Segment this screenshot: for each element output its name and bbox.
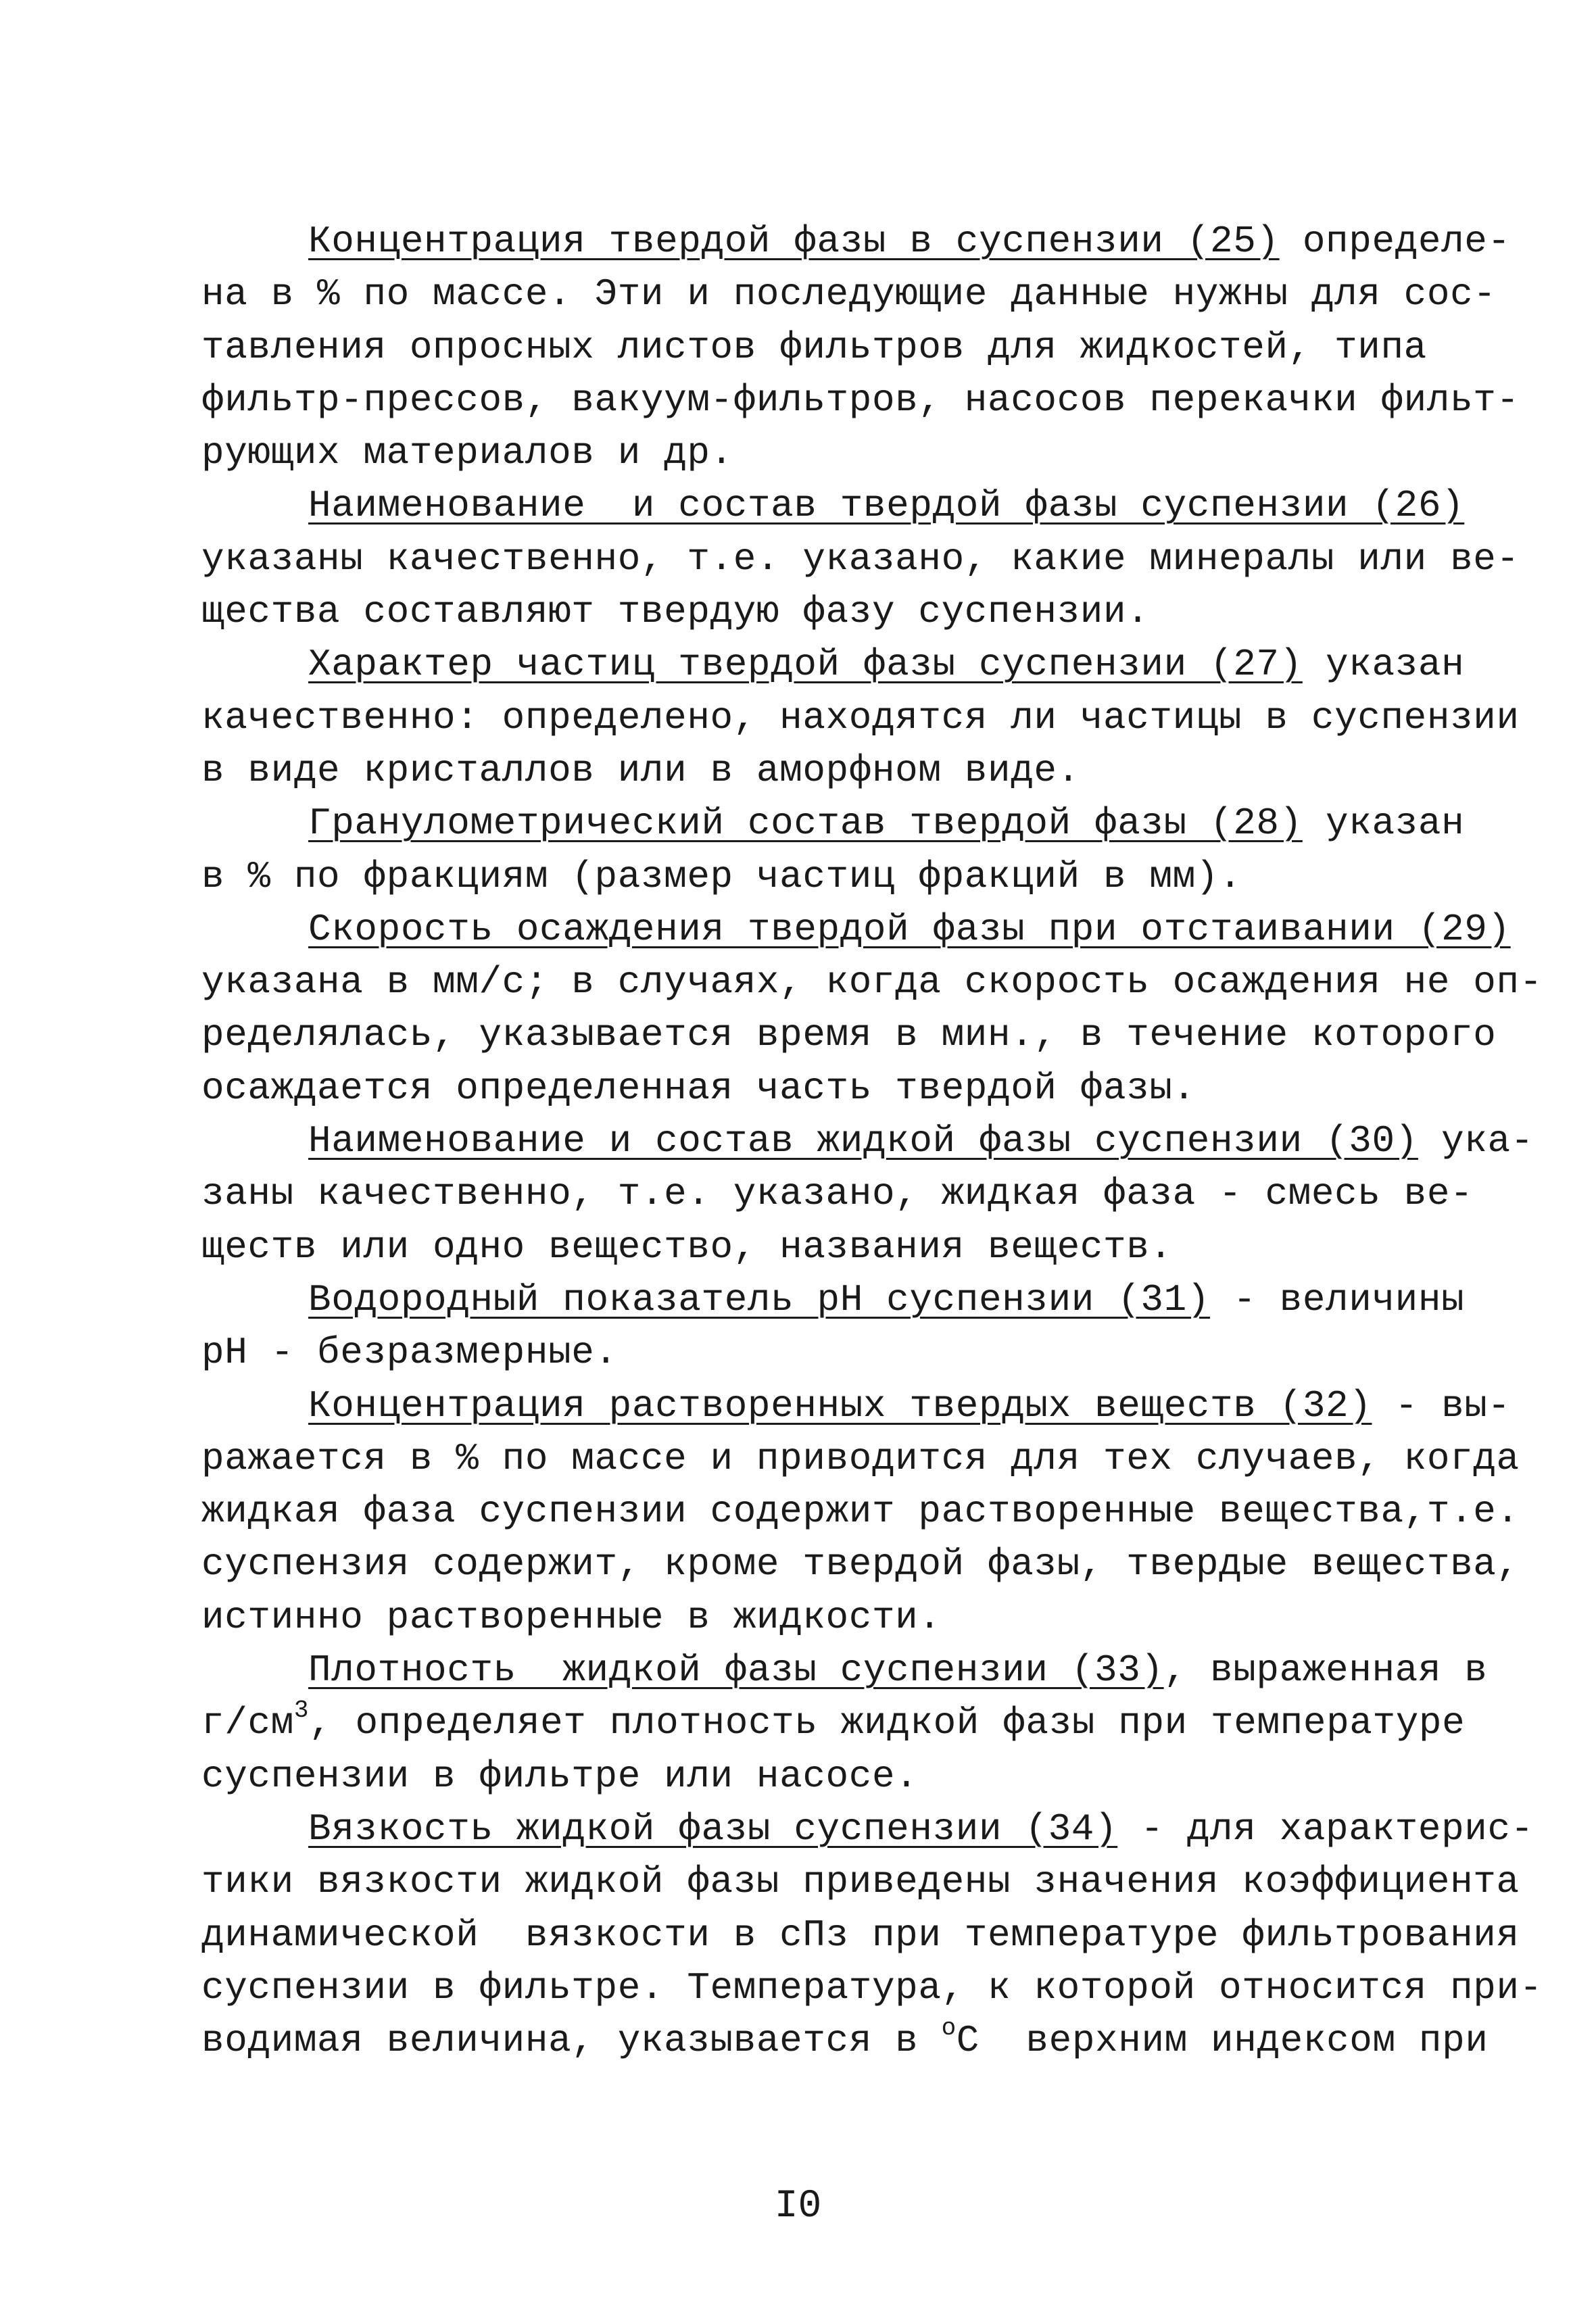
body-text: [201, 215, 1543, 2067]
paragraph-line: рН - безразмерные.: [201, 1331, 618, 1375]
term-heading: Водородный показатель рН суспензии (31): [308, 1277, 1211, 1321]
paragraph-text: ука-: [1418, 1119, 1534, 1163]
paragraph-line: динамической вязкости в сПз при температуре фильтрования: [201, 1913, 1520, 1957]
paragraph-text: - для характерис-: [1117, 1807, 1534, 1851]
paragraph-line: истинно растворенные в жидкости.: [201, 1595, 942, 1639]
paragraph-line: суспензии в фильтре или насосе.: [201, 1754, 919, 1798]
term-heading: Характер частиц твердой фазы суспензии (27): [308, 643, 1303, 687]
paragraph-line: в виде кристаллов или в аморфном виде.: [201, 748, 1080, 792]
term-heading: Гранулометрический состав твердой фазы (28): [308, 802, 1303, 846]
paragraph-line: [201, 2014, 1489, 2067]
paragraph-particle-character: [201, 638, 1520, 797]
paragraph-line: фильтр-прессов, вакуум-фильтров, насосов перекачки фильт-: [201, 378, 1520, 422]
page-number: I0: [774, 2185, 822, 2228]
paragraph-line: заны качественно, т.е. указано, жидкая фаза - смесь ве-: [201, 1172, 1474, 1216]
paragraph-line: качественно: определено, находятся ли частицы в суспензии: [201, 696, 1520, 739]
paragraph-liquid-viscosity: [201, 1803, 1543, 2067]
paragraph-text: указан: [1302, 802, 1465, 846]
superscript: о: [941, 2014, 957, 2043]
paragraph-text: , выраженная в: [1163, 1649, 1488, 1692]
paragraph-line: суспензия содержит, кроме твердой фазы, твердые вещества,: [201, 1542, 1520, 1586]
paragraph-text: определе-: [1279, 220, 1511, 263]
paragraph-line: тики вязкости жидкой фазы приведены значения коэффициента: [201, 1860, 1520, 1904]
paragraph-dissolved-solids: [201, 1380, 1520, 1644]
term-heading: Концентрация растворенных твердых веществ (32): [308, 1384, 1372, 1428]
paragraph-line: указаны качественно, т.е. указано, какие минералы или ве-: [201, 537, 1520, 581]
paragraph-line: тавления опросных листов фильтров для жидкостей, типа: [201, 325, 1427, 369]
paragraph-text: С верхним индексом при: [956, 2019, 1489, 2063]
paragraph-line: [201, 1697, 1466, 1749]
paragraph-solid-composition: [201, 479, 1520, 638]
paragraph-ph: [201, 1273, 1465, 1380]
paragraph-line: рующих материалов и др.: [201, 431, 733, 475]
term-heading: Концентрация твердой фазы в суспензии (25): [308, 220, 1280, 263]
paragraph-line: ражается в % по массе и приводится для тех случаев, когда: [201, 1436, 1520, 1480]
paragraph-line: ределялась, указывается время в мин., в течение которого: [201, 1013, 1497, 1057]
paragraph-line: в % по фракциям (размер частиц фракций в мм).: [201, 854, 1242, 898]
paragraph-granulometric: [201, 797, 1465, 903]
term-heading: Плотность жидкой фазы суспензии (33): [308, 1649, 1164, 1692]
paragraph-liquid-composition: [201, 1115, 1534, 1273]
paragraph-solid-concentration: [201, 215, 1520, 479]
paragraph-text: - величины: [1210, 1277, 1465, 1321]
paragraph-line: осаждается определенная часть твердой фазы.: [201, 1066, 1196, 1110]
paragraph-line: суспензии в фильтре. Температура, к которой относится при-: [201, 1966, 1543, 2009]
term-heading: Наименование и состав твердой фазы суспензии (26): [308, 484, 1465, 528]
term-heading: Вязкость жидкой фазы суспензии (34): [308, 1807, 1118, 1851]
term-heading: Наименование и состав жидкой фазы суспензии (30): [308, 1119, 1418, 1163]
paragraph-text: указан: [1302, 643, 1465, 687]
paragraph-line: ществ или одно вещество, названия веществ.: [201, 1225, 1173, 1269]
paragraph-text: , определяет плотность жидкой фазы при температуре: [309, 1701, 1466, 1745]
paragraph-settling-rate: [201, 903, 1543, 1115]
paragraph-line: указана в мм/с; в случаях, когда скорость осаждения не оп-: [201, 960, 1543, 1004]
paragraph-line: на в % по массе. Эти и последующие данные нужны для сос-: [201, 272, 1497, 316]
paragraph-liquid-density: [201, 1644, 1488, 1803]
paragraph-text: - вы-: [1372, 1384, 1511, 1428]
paragraph-text: водимая величина, указывается в: [201, 2019, 942, 2063]
unit-text: г/см: [201, 1701, 294, 1745]
paragraph-line: щества составляют твердую фазу суспензии.: [201, 590, 1150, 634]
superscript: 3: [293, 1697, 310, 1725]
paragraph-line: жидкая фаза суспензии содержит растворенные вещества,т.е.: [201, 1490, 1520, 1534]
term-heading: Скорость осаждения твердой фазы при отстаивании (29): [308, 907, 1511, 951]
